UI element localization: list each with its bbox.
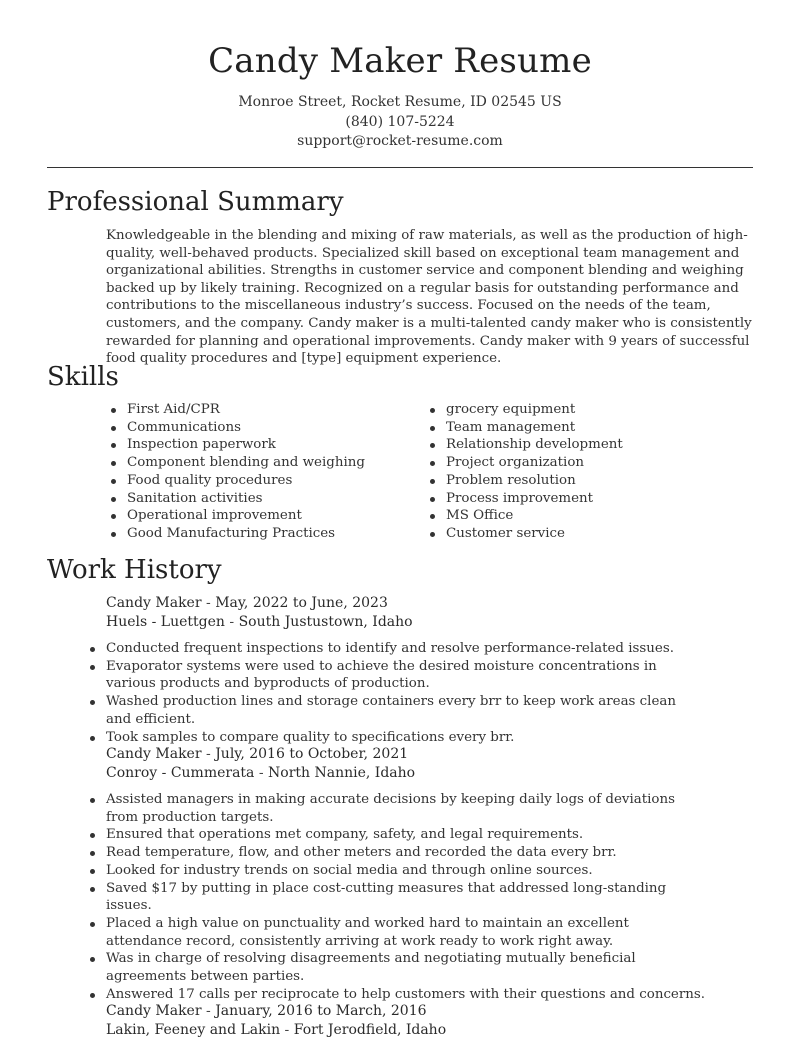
job-entry	[106, 745, 754, 1003]
job-company-line	[106, 764, 754, 783]
job-title-line	[106, 594, 754, 613]
skill-item: Good Manufacturing Practices	[106, 525, 406, 543]
skill-item: Team management	[425, 419, 745, 437]
skill-item: Inspection paperwork	[106, 436, 406, 454]
duty-item: Looked for industry trends on social media and through online sources.	[85, 862, 705, 880]
skill-item: Process improvement	[425, 490, 745, 508]
job-duties	[85, 791, 705, 1003]
contact-email: support@rocket-resume.com	[297, 133, 503, 149]
job-title-line	[106, 1002, 754, 1021]
duty-item: Washed production lines and storage containers every brr to keep work areas clean and efficient.	[85, 693, 705, 728]
skill-item: Operational improvement	[106, 507, 406, 525]
skill-item: MS Office	[425, 507, 745, 525]
contact-phone: (840) 107-5224	[345, 114, 455, 130]
work-history-heading: Work History	[47, 555, 222, 585]
skill-item: Problem resolution	[425, 472, 745, 490]
duty-item: Saved $17 by putting in place cost-cutting measures that addressed long-standing issues.	[85, 880, 705, 915]
separator: -	[280, 1022, 294, 1038]
job-entry	[106, 1002, 754, 1040]
skills-list-right	[425, 401, 745, 543]
duty-item: Assisted managers in making accurate decisions by keeping daily logs of deviations from production targets.	[85, 791, 705, 826]
skill-item: Sanitation activities	[106, 490, 406, 508]
resume-title: Candy Maker Resume	[208, 41, 592, 81]
skill-item: First Aid/CPR	[106, 401, 406, 419]
job-entry	[106, 594, 754, 746]
job-dates: May, 2022 to June, 2023	[215, 595, 388, 611]
header-divider	[47, 167, 753, 168]
duty-item: Was in charge of resolving disagreements and negotiating mutually beneficial agreements between parties.	[85, 950, 705, 985]
job-company: Conroy - Cummerata	[106, 765, 255, 781]
summary-text: Knowledgeable in the blending and mixing of raw materials, as well as the production of high-quality, well-behaved products. Specialized skill based on exceptional team management and organizational abilities. Strengths in customer service and component blending and weighing backed up by likely training. Recognized on a regular basis for outstanding performance and contributions to the miscellaneous industry’s success. Focused on the needs of the team, customers, and the company. Candy maker is a multi-talented candy maker who is consistently rewarded for planning and operational improvements. Candy maker with 9 years of successful food quality procedures and [type] equipment experience.	[106, 228, 752, 367]
job-location: Fort Jerodfield, Idaho	[293, 1022, 447, 1038]
contact-address: Monroe Street, Rocket Resume, ID 02545 US	[238, 94, 562, 110]
skill-item: Component blending and weighing	[106, 454, 406, 472]
skill-item: Project organization	[425, 454, 745, 472]
skill-item: Relationship development	[425, 436, 745, 454]
job-company: Huels - Luettgen	[106, 614, 225, 630]
skill-item: Food quality procedures	[106, 472, 406, 490]
separator: -	[201, 746, 216, 762]
job-location: South Justustown, Idaho	[238, 614, 413, 630]
job-title-line	[106, 745, 754, 764]
job-dates: January, 2016 to March, 2016	[215, 1003, 427, 1019]
duty-item: Answered 17 calls per reciprocate to help customers with their questions and concerns.	[85, 986, 705, 1004]
duty-item: Took samples to compare quality to specifications every brr.	[85, 729, 705, 747]
job-title: Candy Maker	[106, 595, 202, 611]
job-company-line	[106, 613, 754, 632]
duty-item: Ensured that operations met company, safety, and legal requirements.	[85, 826, 705, 844]
job-duties	[85, 640, 705, 746]
job-company: Lakin, Feeney and Lakin	[106, 1022, 281, 1038]
skills-heading: Skills	[47, 362, 119, 392]
duty-item: Conducted frequent inspections to identify and resolve performance-related issues.	[85, 640, 705, 658]
duty-item: Read temperature, flow, and other meters and recorded the data every brr.	[85, 844, 705, 862]
job-title: Candy Maker	[106, 1003, 202, 1019]
skill-item: Customer service	[425, 525, 745, 543]
summary-heading: Professional Summary	[47, 187, 344, 217]
duty-item: Evaporator systems were used to achieve the desired moisture concentrations in various products and byproducts of production.	[85, 658, 705, 693]
separator: -	[224, 614, 239, 630]
job-dates: July, 2016 to October, 2021	[215, 746, 409, 762]
skill-item: Communications	[106, 419, 406, 437]
job-company-line	[106, 1021, 754, 1040]
job-location: North Nannie, Idaho	[268, 765, 416, 781]
separator: -	[254, 765, 269, 781]
separator: -	[201, 1003, 216, 1019]
skill-item: grocery equipment	[425, 401, 745, 419]
separator: -	[201, 595, 216, 611]
job-title: Candy Maker	[106, 746, 202, 762]
duty-item: Placed a high value on punctuality and worked hard to maintain an excellent attendance record, consistently arriving at work ready to work right away.	[85, 915, 705, 950]
skills-list-left	[106, 401, 406, 543]
